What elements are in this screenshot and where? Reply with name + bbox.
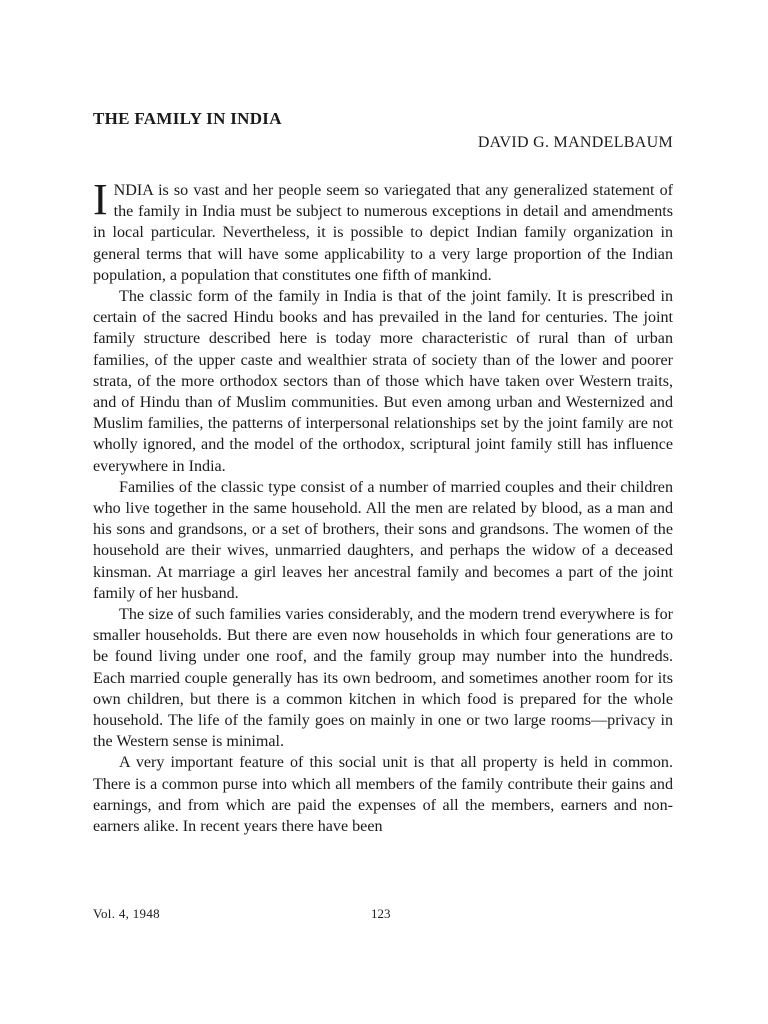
page-content <box>93 108 673 837</box>
article-author: DAVID G. MANDELBAUM <box>477 134 673 151</box>
paragraph-3: Families of the classic type consist of a number of married couples and their children who live together in the same household. All the men are related by blood, as a man and his sons and grandsons, or a set of brothers, their sons and grandsons. The women of the household are their wives, unmarried daughters, and perhaps the widow of a deceased kinsman. At marriage a girl leaves her ancestral family and becomes a part of the joint family of her husband. <box>93 478 673 602</box>
page-number: 123 <box>371 906 391 921</box>
article-body <box>93 175 673 837</box>
paragraph-4: The size of such families varies considerably, and the modern trend everywhere is for smaller households. But there are even now households in which four generations are to be found living under one roof, and the family group may number into the hundreds. Each married couple generally has its own bedroom, and sometimes another room for its own children, but there is a common kitchen in which food is prepared for the whole household. The life of the family goes on mainly in one or two large rooms—privacy in the Western sense is minimal. <box>93 606 673 751</box>
paragraph-2: The classic form of the family in India is that of the joint family. It is prescribed in certain of the sacred Hindu books and has prevailed in the land for centuries. The joint family structure described here is today more characteristic of rural than of urban families, of the upper caste and wealthier strata of society than of the lower and poorer strata, of the more orthodox sectors than of those which have taken over Western traits, and of Hindu than of Muslim communities. But even among urban and Westernized and Muslim families, the patterns of interpersonal relationships set by the joint family are not wholly ignored, and the model of the orthodox, scriptural joint family still has influence everywhere in India. <box>93 288 673 475</box>
paragraph-5: A very important feature of this social unit is that all property is held in common. There is a common purse into which all members of the family contribute their gains and earnings, and from which are paid the expenses of all the members, earners and non-earners alike. In recent years there have been <box>93 754 673 836</box>
article-title: THE FAMILY IN INDIA <box>93 109 282 128</box>
drop-cap: I <box>93 175 108 224</box>
paragraph-1 <box>93 175 673 286</box>
volume-label: Vol. 4, 1948 <box>93 906 160 921</box>
paragraph-1-text: NDIA is so vast and her people seem so variegated that any generalized statement of the family in India must be subject to numerous exceptions in detail and amendments in local particular. Nevertheless, it is possible to depict Indian family organization in general terms that will have some applicability to a very large proportion of the Indian population, a population that constitutes one fifth of mankind. <box>93 182 673 284</box>
